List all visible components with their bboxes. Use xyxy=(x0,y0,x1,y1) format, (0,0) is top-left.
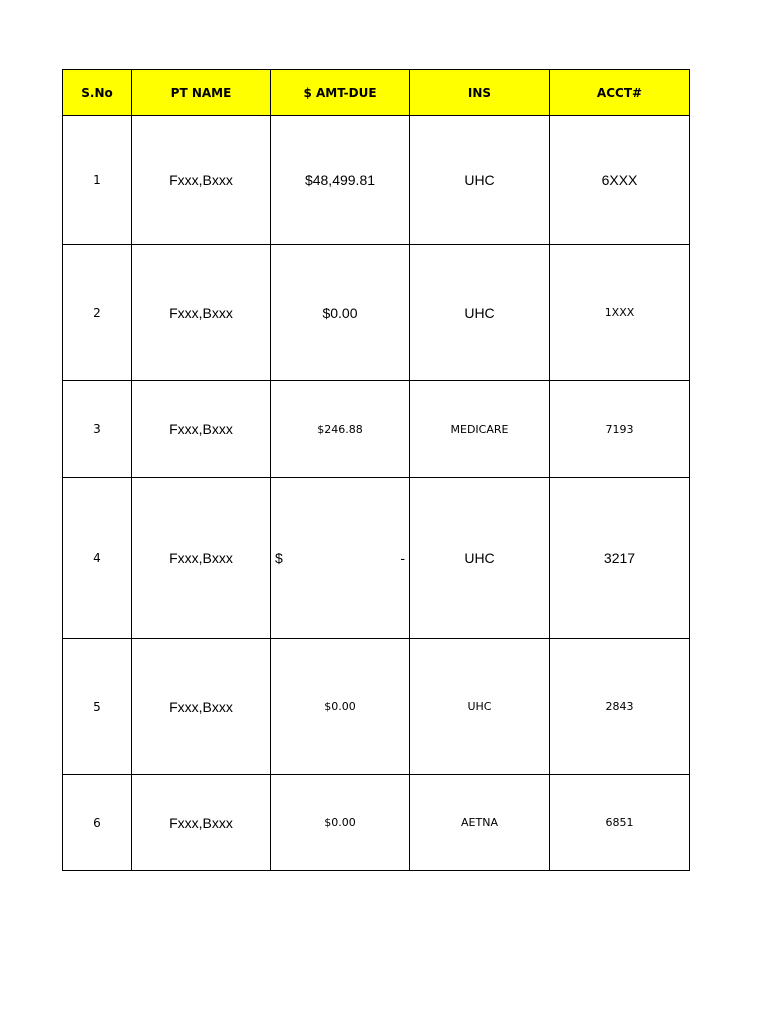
header-pt-name: PT NAME xyxy=(132,70,271,116)
cell-amt-due: $0.00 xyxy=(271,245,410,381)
cell-sno: 4 xyxy=(63,478,132,639)
cell-acct: 1XXX xyxy=(550,245,690,381)
cell-pt-name: Fxxx,Bxxx xyxy=(132,245,271,381)
cell-ins: UHC xyxy=(410,639,550,775)
table-row xyxy=(63,775,690,871)
cell-sno: 5 xyxy=(63,639,132,775)
cell-acct: 3217 xyxy=(550,478,690,639)
cell-sno: 6 xyxy=(63,775,132,871)
cell-pt-name: Fxxx,Bxxx xyxy=(132,116,271,245)
cell-amt-due: $0.00 xyxy=(271,639,410,775)
cell-pt-name: Fxxx,Bxxx xyxy=(132,775,271,871)
table-row xyxy=(63,116,690,245)
accounting-amount xyxy=(275,550,405,566)
cell-ins: UHC xyxy=(410,478,550,639)
cell-amt-due: $48,499.81 xyxy=(271,116,410,245)
header-amt-due: $ AMT-DUE xyxy=(271,70,410,116)
cell-ins: UHC xyxy=(410,116,550,245)
header-row xyxy=(63,70,690,116)
cell-sno: 2 xyxy=(63,245,132,381)
cell-acct: 2843 xyxy=(550,639,690,775)
table-row xyxy=(63,478,690,639)
cell-amt-due: $0.00 xyxy=(271,775,410,871)
cell-sno: 1 xyxy=(63,116,132,245)
cell-ins: UHC xyxy=(410,245,550,381)
cell-sno: 3 xyxy=(63,381,132,478)
cell-ins: MEDICARE xyxy=(410,381,550,478)
header-ins: INS xyxy=(410,70,550,116)
cell-acct: 6851 xyxy=(550,775,690,871)
table-row xyxy=(63,245,690,381)
cell-pt-name: Fxxx,Bxxx xyxy=(132,478,271,639)
header-sno: S.No xyxy=(63,70,132,116)
amount-dash: - xyxy=(400,550,405,566)
currency-symbol: $ xyxy=(275,550,283,566)
table-row xyxy=(63,381,690,478)
cell-acct: 6XXX xyxy=(550,116,690,245)
cell-acct: 7193 xyxy=(550,381,690,478)
cell-amt-due xyxy=(271,478,410,639)
cell-amt-due: $246.88 xyxy=(271,381,410,478)
cell-ins: AETNA xyxy=(410,775,550,871)
table-row xyxy=(63,639,690,775)
account-table xyxy=(62,69,690,871)
cell-pt-name: Fxxx,Bxxx xyxy=(132,639,271,775)
header-acct: ACCT# xyxy=(550,70,690,116)
cell-pt-name: Fxxx,Bxxx xyxy=(132,381,271,478)
